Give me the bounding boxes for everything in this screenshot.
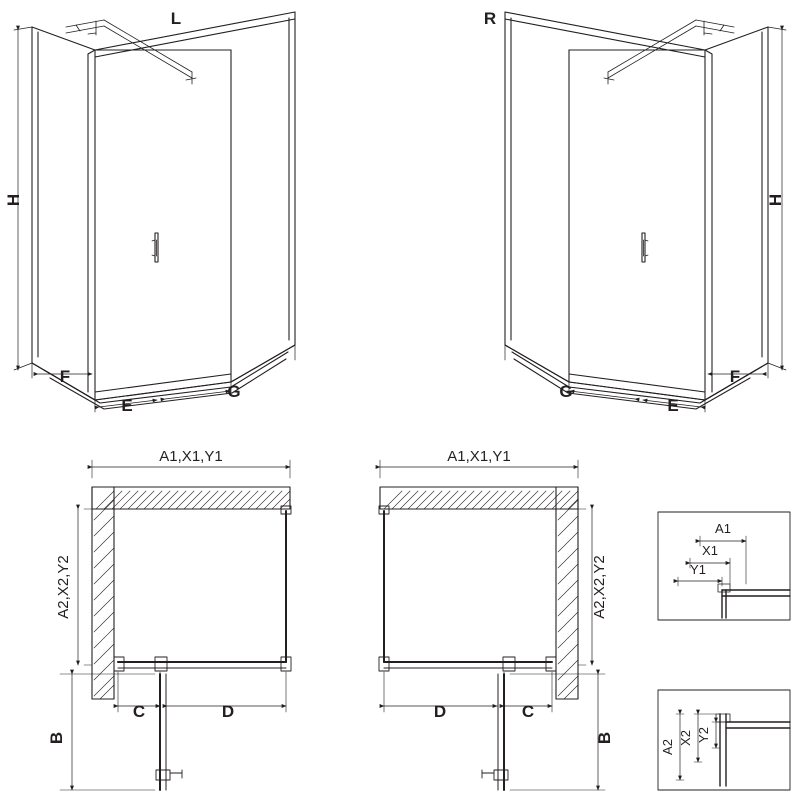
label-side-dim-left: A2,X2,Y2	[55, 555, 72, 619]
label-b-left: B	[47, 731, 66, 745]
label-detail-x1: X1	[702, 543, 718, 558]
label-variant-right: R	[483, 9, 497, 28]
label-top-dim-right: A1,X1,Y1	[447, 448, 511, 465]
label-h-right: H	[766, 193, 785, 207]
label-detail-y2: Y2	[696, 727, 711, 743]
label-f-left: F	[59, 367, 71, 386]
label-d-left: D	[221, 702, 235, 721]
label-g-left: G	[227, 382, 241, 401]
label-f-right: F	[729, 367, 741, 386]
label-top-dim-left: A1,X1,Y1	[159, 448, 223, 465]
label-side-dim-right: A2,X2,Y2	[591, 555, 608, 619]
label-detail-a1: A1	[715, 521, 731, 536]
label-e-left: E	[121, 396, 133, 415]
label-detail-x2: X2	[678, 730, 693, 746]
label-d-right: D	[433, 702, 447, 721]
iso-view-right	[505, 12, 786, 412]
plan-view-left	[60, 460, 291, 790]
label-c-left: C	[132, 702, 146, 721]
label-variant-left: L	[170, 9, 182, 28]
label-c-right: C	[521, 702, 535, 721]
label-detail-a2: A2	[660, 739, 675, 755]
iso-view-left	[14, 12, 295, 412]
label-e-right: E	[667, 396, 679, 415]
label-b-right: B	[595, 731, 614, 745]
label-g-right: G	[559, 382, 573, 401]
label-h-left: H	[4, 193, 23, 207]
plan-view-right	[379, 460, 605, 790]
label-detail-y1: Y1	[690, 562, 706, 577]
